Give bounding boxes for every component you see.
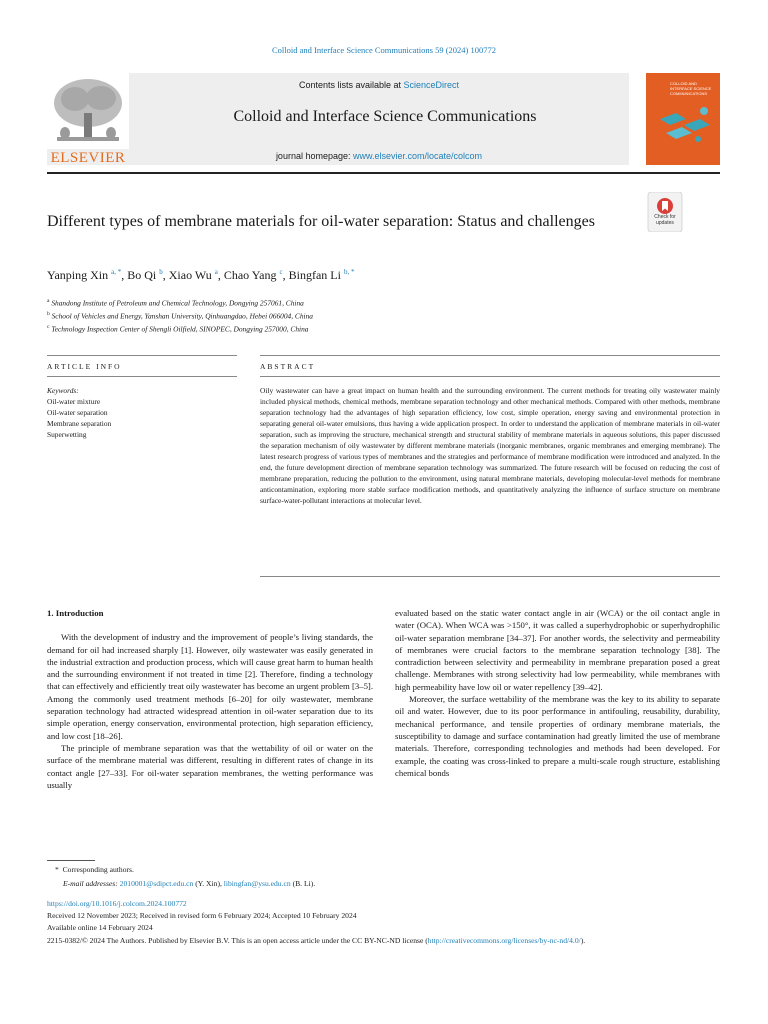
tree-icon [47, 73, 129, 149]
received-dates: Received 12 November 2023; Received in revised form 6 February 2024; Accepted 10 February 2024 [47, 911, 357, 920]
check-for-updates-badge[interactable] [645, 192, 685, 232]
author-affiliation-marker[interactable]: b [159, 268, 163, 276]
footnote-rule [47, 860, 95, 861]
abstract-heading: ABSTRACT [260, 362, 316, 371]
email-label: E-mail addresses: [63, 879, 118, 888]
masthead-rule [47, 172, 720, 174]
affiliation-text: Technology Inspection Center of Shengli Oilfield, SINOPEC, Dongying 257000, China [51, 324, 309, 334]
body-paragraph: With the development of industry and the improvement of people’s living standards, the demand for oil had increased sharply [1]. However, oily wastewater was easily generated in the industrial extraction and production process, which will cause great harm to human health and the surrounding environment if not treated in time [2]. Therefore, finding a technology that can effectively and efficiently treat oily wastewater has become an urgent problem [3–5]. Among the commonly used treatment methods [6–20] for oily wastewater, membrane separation technology had attracted widespread attention in oil-water separation due to its simple operation, energy conservation, environmental protection, high separation efficiency, and low cost [18–26]. [47, 632, 373, 741]
keyword-item: Oil-water mixture [47, 397, 101, 406]
author-list: Yanping Xin $^{a, *}$, Bo Qi $^b$, Xiao Wu $^a$, Chao Yang $^c$, Bingfan Li $^{b, *}$ [47, 268, 355, 282]
sciencedirect-link[interactable]: ScienceDirect [403, 80, 460, 90]
affiliation-list [47, 296, 313, 335]
keyword-item: Oil-water separation [47, 408, 108, 417]
doi-link[interactable]: https://doi.org/10.1016/j.colcom.2024.100772 [47, 899, 187, 908]
affiliation-item [47, 309, 313, 322]
affiliation-text: School of Vehicles and Energy, Yanshan University, Qinhuangdao, Hebei 066004, China [51, 311, 313, 321]
body-left-column [47, 607, 373, 791]
license-link[interactable]: http://creativecommons.org/licenses/by-nc-nd/4.0/ [427, 936, 581, 945]
journal-homepage-line [130, 151, 628, 161]
journal-title: Colloid and Interface Science Communications [233, 108, 537, 125]
author-name[interactable]: Chao Yang [223, 268, 277, 282]
homepage-link[interactable]: www.elsevier.com/locate/colcom [353, 151, 483, 161]
affiliation-item [47, 296, 313, 309]
email-owner: (Y. Xin), [195, 879, 222, 888]
contents-line [130, 80, 628, 90]
elsevier-wordmark: ELSEVIER [50, 150, 126, 166]
license-statement [47, 935, 720, 946]
cover-title: COLLOID AND INTERFACE SCIENCE COMMUNICATIONS [670, 81, 712, 96]
keyword-item: Membrane separation [47, 419, 112, 428]
check-updates-label: Check for updates [654, 214, 676, 226]
email-footnote [63, 878, 315, 889]
email-owner: (B. Li). [292, 879, 316, 888]
body-paragraph: evaluated based on the static water contact angle in air (WCA) or the oil contact angle in water (OCA). When WCA was >150°, it was called a superhydrophobic or superhydrophilic oil-water separation membrane [34–37]. For another words, the selectivity and permeability of membranes were crucial factors to the membrane separation technology [38]. The contradiction between selectivity and permeability in membrane preparation posed a great challenge. Membranes with strong selectivity had low permeability, while membranes with high permeability have low oil or water repellency [39–42]. [395, 608, 720, 692]
email-link[interactable]: 2010001@sdipct.edu.cn [119, 879, 194, 888]
section-heading-introduction: 1. Introduction [47, 608, 104, 618]
author-affiliation-marker[interactable]: b, * [343, 268, 355, 276]
corresponding-footnote: * Corresponding authors. [55, 865, 134, 874]
affiliation-marker: a [47, 298, 50, 304]
keywords-block [47, 385, 227, 440]
cover-art-icon [646, 73, 720, 165]
abstract-rule-bottom [260, 376, 720, 377]
author-name[interactable]: Bingfan Li [288, 268, 341, 282]
article-info-rule-bottom [47, 376, 237, 377]
article-title: Different types of membrane materials for oil-water separation: Status and challenges [47, 213, 595, 230]
homepage-prefix: journal homepage: [275, 151, 353, 161]
abstract-rule-end [260, 576, 720, 577]
affiliation-marker: c [47, 323, 50, 330]
license-prefix: 2215-0382/© 2024 The Authors. Published by Elsevier B.V. This is an open access article under the CC BY-NC-ND license ( [47, 936, 428, 945]
journal-citation-link[interactable]: Colloid and Interface Science Communications 59 (2024) 100772 [271, 45, 497, 55]
author-name[interactable]: Bo Qi [127, 268, 157, 282]
author-affiliation-marker[interactable]: a, * [111, 268, 122, 276]
affiliation-text: Shandong Institute of Petroleum and Chemical Technology, Dongying 257061, China [51, 298, 304, 308]
author-affiliation-marker[interactable]: a [214, 268, 218, 276]
affiliation-item [47, 322, 313, 335]
keyword-item: Superwetting [47, 430, 87, 439]
check-updates-icon [645, 192, 685, 232]
email-link[interactable]: libingfan@ysu.edu.cn [223, 879, 291, 888]
abstract-text: Oily wastewater can have a great impact on human health and the surrounding environment. The current methods for treating oily wastewater mainly included physical methods, chemical methods, membrane separation technology and other mechanical methods. Compared with other methods, membrane separation technology had the advantages of high separation efficiency, low cost, simple operation, energy saving and environmental protection in separating general oil-water emulsions, thus having a wide application prospect. In order to understand the application of membrane materials in oil-water separation, such as improving the structure, mechanical strength and structural stability of membrane materials in aqueous solutions, this paper discussed the separation mechanism of oily wastewater by different membrane materials (inorganic membranes, organic membranes and emerging membrane). The latest research progress of various types of membranes and the strategies and performance of membrane modification were introduced and analyzed. In the end, the future development direction of membrane separation technology was summarized. The future research will be focused on reducing the cost of membrane preparation, reducing the pollution to the environment, using natural membrane materials, developing molecular-level methods for membrane anticontamination, exploring more stable surface modification methods, and quantitatively analyzing the influence of surface structure on membrane surface-water-pollutant interactions at molecular level. [260, 386, 720, 505]
license-suffix: ). [580, 936, 586, 945]
body-paragraph: Moreover, the surface wettability of the membrane was the key to its ability to separate oil and water. However, due to its poor performance in antifouling, reusability, durability, mechanical performance, and tensile properties of ordinary membrane materials, the susceptibility to damage and surface contamination had greatly limited the use of membrane materials. Therefore, corresponding technologies and methods had been developed. For example, the coating was cross-linked to prepare a multi-scale rough structure, establishing chemical bonds [395, 694, 720, 778]
contents-prefix: Contents lists available at [298, 80, 404, 90]
author-affiliation-marker[interactable]: c [279, 268, 283, 276]
abstract-rule-top [260, 355, 720, 356]
body-paragraph: The principle of membrane separation was that the wettability of oil or water on the surface of the membrane material was different, resulting in different rates of change in its contact angle [27–33]. For oil-water separation membranes, the wetting performance was usually [47, 742, 373, 790]
article-info-heading: ARTICLE INFO [47, 362, 122, 371]
body-right-column [395, 607, 720, 779]
article-info-rule-top [47, 355, 237, 356]
author-name[interactable]: Yanping Xin [47, 268, 109, 282]
keywords-label: Keywords: [47, 386, 79, 395]
journal-cover-thumbnail[interactable] [646, 73, 720, 165]
corresponding-label: Corresponding authors. [62, 865, 134, 874]
author-name[interactable]: Xiao Wu [168, 268, 212, 282]
affiliation-marker: b [47, 310, 50, 317]
available-online: Available online 14 February 2024 [47, 923, 153, 932]
